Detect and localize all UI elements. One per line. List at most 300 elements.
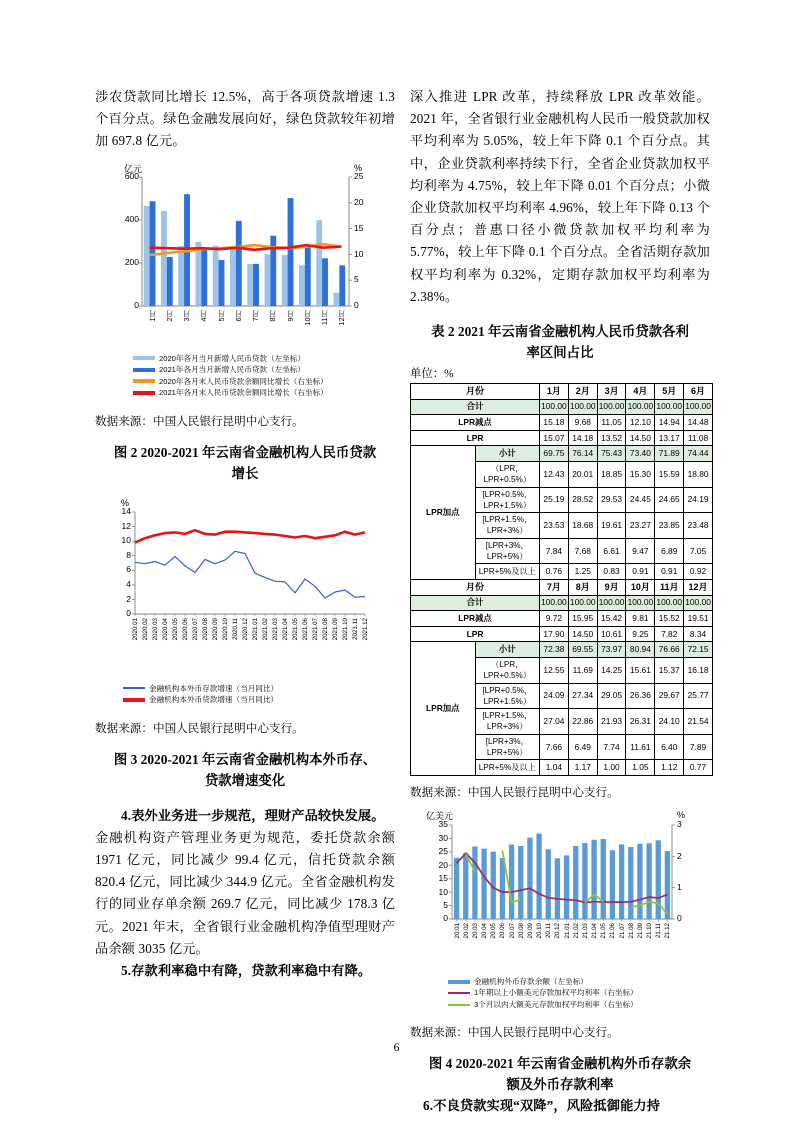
legend-item — [133, 387, 395, 399]
axis-tick-label: % — [354, 162, 363, 173]
legend-label: 3个月以内大额美元存款加权平均利率（右坐标） — [474, 999, 638, 1009]
right-paragraph-1: 深入推进 LPR 改革，持续释放 LPR 改革效能。2021 年，全省银行业金融机构人民币一般贷款加权平均利率为 5.05%，较上年下降 0.1 个百分点。其中，企业贷款利率持续下行，全省企业贷款加权平均利率为 4.75%，较上年下降 0.01 个百分点；小微企业贷款加权平均利率 4.96%，较上年下降 0.13 个百分点；普惠口径小微贷款加权平均利率为 5.77%，较上年下降 0.1 个百分点。全省活期存款加权平均利率为 0.32%，定期存款加权平均利率为 2.38%。 — [410, 89, 710, 304]
table-row-label: （LPR，LPR+0.5%） — [475, 462, 540, 488]
axis-tick-label: 20.07 — [508, 922, 516, 939]
axis-tick-label: 2020.03 — [152, 617, 159, 640]
figure-4-legend — [448, 976, 710, 1011]
axis-tick-label: 21.10 — [646, 922, 654, 939]
axis-tick-label: 2020.10 — [222, 617, 229, 640]
table-2-caption-line1: 表 2 2021 年云南省金融机构人民币贷款各利 — [431, 324, 689, 340]
table-row-label: LPR减点 — [411, 415, 540, 431]
table-data-cell: 15.07 — [540, 430, 569, 446]
table-data-cell: 1.00 — [597, 760, 626, 776]
table-data-cell: 26.31 — [626, 709, 655, 735]
table-row — [411, 430, 713, 446]
table-data-cell: 12.10 — [626, 415, 655, 431]
table-data-cell: 100.00 — [597, 595, 626, 611]
table-data-cell: 6.61 — [597, 538, 626, 564]
axis-tick-label: % — [121, 497, 130, 508]
table-data-cell: 0.77 — [684, 760, 713, 776]
table-row-label: 小计 — [475, 446, 540, 462]
table-row-label: 合计 — [411, 399, 540, 415]
legend-swatch-icon — [123, 698, 145, 702]
table-data-cell: 100.00 — [540, 399, 569, 415]
table-data-cell: 73.40 — [626, 446, 655, 462]
legend-swatch-icon — [133, 379, 155, 383]
table-header-cell: 11月 — [655, 579, 684, 595]
table-data-cell: 12.55 — [540, 657, 569, 683]
table-data-cell: 15.95 — [568, 611, 597, 627]
table-header-cell: 1月 — [540, 384, 569, 400]
axis-tick-label: 2021.12 — [362, 617, 369, 640]
table-data-cell: 100.00 — [540, 595, 569, 611]
table-data-cell: 0.76 — [540, 564, 569, 580]
axis-tick-label: 2月 — [164, 309, 174, 322]
axis-tick-label: 2020.04 — [162, 617, 169, 640]
figure-4-caption-line2: 额及外币存款利率 — [506, 1077, 614, 1093]
table-data-cell: 17.90 — [540, 626, 569, 642]
axis-tick-label: 10 — [354, 248, 364, 259]
table-data-cell: 11.05 — [597, 415, 626, 431]
axis-tick-label: 2020.09 — [212, 617, 219, 640]
legend-item — [448, 999, 710, 1011]
axis-tick-label: 2021.03 — [272, 617, 279, 640]
axis-tick-label: 15 — [354, 222, 364, 233]
legend-item — [448, 976, 710, 988]
legend-item — [133, 364, 395, 376]
table-data-cell: 100.00 — [626, 595, 655, 611]
figure-2-caption-line2: 增长 — [231, 465, 259, 481]
axis-tick-label: 25 — [438, 846, 448, 857]
axis-tick-label: 2021.09 — [332, 617, 339, 640]
table-row-label: [LPR+0.5%，LPR+1.5%） — [475, 683, 540, 709]
axis-tick-label: 2021.07 — [312, 617, 319, 640]
table-data-cell: 15.59 — [655, 462, 684, 488]
legend-label: 2021年各月末人民币贷款余额同比增长（右坐标） — [159, 388, 328, 398]
axis-tick-label: 2021.10 — [342, 617, 349, 640]
axis-tick-label: 600 — [124, 171, 139, 182]
table-data-cell: 25.77 — [684, 683, 713, 709]
table-2-source: 数据来源：中国人民银行昆明中心支行。 — [410, 785, 619, 799]
table-data-cell: 9.25 — [626, 626, 655, 642]
table-data-cell: 100.00 — [626, 399, 655, 415]
table-header-month: 月份 — [411, 579, 540, 595]
table-data-cell: 26.36 — [626, 683, 655, 709]
table-data-cell: 6.89 — [655, 538, 684, 564]
axis-tick-label: 2021.02 — [262, 617, 269, 640]
axis-tick-label: 10 — [121, 535, 131, 546]
table-row-label: [LPR+0.5%，LPR+1.5%） — [475, 487, 540, 513]
table-data-cell: 7.89 — [684, 734, 713, 760]
table-row — [411, 642, 713, 658]
table-row-label: LPR — [411, 430, 540, 446]
table-header-cell: 9月 — [597, 579, 626, 595]
table-data-cell: 24.65 — [655, 487, 684, 513]
left-heading-5: 5.存款利率稳中有降，贷款利率稳中有降。 — [121, 963, 372, 979]
axis-tick-label: 11月 — [320, 309, 330, 325]
table-data-cell: 24.19 — [684, 487, 713, 513]
table-header-row — [411, 579, 713, 595]
axis-tick-label: 9月 — [285, 309, 295, 322]
table-data-cell: 19.51 — [684, 611, 713, 627]
table-data-cell: 8.34 — [684, 626, 713, 642]
table-data-cell: 23.85 — [655, 513, 684, 539]
table-data-cell: 9.47 — [626, 538, 655, 564]
table-data-cell: 100.00 — [684, 399, 713, 415]
table-data-cell: 27.04 — [540, 709, 569, 735]
legend-swatch-icon — [448, 1004, 470, 1006]
table-data-cell: 21.93 — [597, 709, 626, 735]
axis-tick-label: 2020.06 — [182, 617, 189, 640]
table-header-cell: 6月 — [684, 384, 713, 400]
axis-tick-label: 0 — [134, 300, 139, 311]
legend-label: 金融机构本外币贷款增速（当月同比） — [149, 695, 279, 705]
table-row — [411, 595, 713, 611]
axis-tick-label: 2020.12 — [242, 617, 249, 640]
table-data-cell: 71.89 — [655, 446, 684, 462]
axis-tick-label: 21.03 — [581, 922, 589, 939]
axis-tick-label: 1 — [677, 882, 682, 893]
table-row-label: 合计 — [411, 595, 540, 611]
table-data-cell: 12.43 — [540, 462, 569, 488]
legend-swatch-icon — [133, 368, 155, 372]
axis-tick-label: 20.09 — [526, 922, 534, 939]
table-row — [411, 626, 713, 642]
axis-tick-label: 亿美元 — [426, 810, 454, 821]
table-data-cell: 100.00 — [655, 399, 684, 415]
legend-label: 2020年各月当月新增人民币贷款（左坐标） — [159, 353, 305, 363]
table-data-cell: 14.50 — [568, 626, 597, 642]
table-data-cell: 24.45 — [626, 487, 655, 513]
table-data-cell: 16.18 — [684, 657, 713, 683]
table-data-cell: 21.54 — [684, 709, 713, 735]
table-data-cell: 72.38 — [540, 642, 569, 658]
table-data-cell: 13.52 — [597, 430, 626, 446]
axis-tick-label: 2020.02 — [142, 617, 149, 640]
axis-tick-label: 20 — [354, 196, 364, 207]
table-data-cell: 6.40 — [655, 734, 684, 760]
table-data-cell: 15.42 — [597, 611, 626, 627]
axis-tick-label: 25 — [354, 171, 364, 182]
table-data-cell: 15.52 — [655, 611, 684, 627]
table-data-cell: 0.83 — [597, 564, 626, 580]
table-data-cell: 69.75 — [540, 446, 569, 462]
table-data-cell: 75.43 — [597, 446, 626, 462]
axis-tick-label: 2020.11 — [232, 617, 239, 640]
table-data-cell: 27.34 — [568, 683, 597, 709]
table-data-cell: 23.27 — [626, 513, 655, 539]
table-data-cell: 76.14 — [568, 446, 597, 462]
table-data-cell: 29.53 — [597, 487, 626, 513]
axis-tick-label: % — [677, 809, 686, 820]
axis-tick-label: 2021.06 — [302, 617, 309, 640]
axis-tick-label: 2 — [677, 850, 682, 861]
figure-4-source: 数据来源：中国人民银行昆明中心支行。 — [410, 1026, 619, 1040]
legend-label: 2021年各月当月新增人民币贷款（左坐标） — [159, 365, 305, 375]
axis-tick-label: 15 — [438, 873, 448, 884]
table-data-cell: 11.08 — [684, 430, 713, 446]
figure-3-chart — [95, 496, 395, 681]
table-data-cell: 14.18 — [568, 430, 597, 446]
axis-tick-label: 20.03 — [471, 922, 479, 939]
axis-tick-label: 4月 — [199, 309, 209, 322]
axis-tick-label: 20.11 — [545, 922, 553, 938]
table-data-cell: 0.91 — [655, 564, 684, 580]
table-data-cell: 15.37 — [655, 657, 684, 683]
figure-3-caption-line1: 图 3 2020-2021 年云南省金融机构本外币存、 — [113, 751, 377, 767]
axis-tick-label: 400 — [124, 214, 139, 225]
axis-tick-label: 6 — [126, 564, 131, 575]
table-data-cell: 14.48 — [684, 415, 713, 431]
figure-2-chart — [95, 159, 395, 349]
table-data-cell: 13.17 — [655, 430, 684, 446]
left-heading-4: 4.表外业务进一步规范，理财产品较快发展。 — [121, 807, 385, 823]
axis-tick-label: 21.07 — [618, 922, 626, 939]
table-data-cell: 76.66 — [655, 642, 684, 658]
table-data-cell: 23.48 — [684, 513, 713, 539]
axis-tick-label: 21.04 — [591, 922, 599, 939]
axis-tick-label: 12月 — [337, 309, 347, 326]
table-row — [411, 399, 713, 415]
left-paragraph-1: 涉农贷款同比增长 12.5%，高于各项贷款增速 1.3 个百分点。绿色金融发展向好，绿色贷款较年初增加 697.8 亿元。 — [95, 89, 395, 149]
axis-tick-label: 8 — [126, 549, 131, 560]
page-number: 6 — [393, 1040, 400, 1054]
table-header-cell: 10月 — [626, 579, 655, 595]
table-data-cell: 29.05 — [597, 683, 626, 709]
table-data-cell: 19.61 — [597, 513, 626, 539]
table-header-month: 月份 — [411, 384, 540, 400]
table-data-cell: 9.72 — [540, 611, 569, 627]
legend-swatch-icon — [448, 980, 470, 984]
table-row-label: LPR减点 — [411, 611, 540, 627]
axis-tick-label: 21.06 — [609, 922, 617, 939]
table-data-cell: 0.92 — [684, 564, 713, 580]
axis-tick-label: 21.12 — [664, 922, 672, 939]
legend-item — [123, 683, 395, 695]
axis-tick-label: 21.08 — [627, 922, 635, 939]
axis-tick-label: 20.06 — [499, 922, 507, 939]
table-data-cell: 80.94 — [626, 642, 655, 658]
table-data-cell: 1.04 — [540, 760, 569, 776]
axis-tick-label: 21.02 — [572, 922, 580, 939]
axis-tick-label: 4 — [126, 578, 131, 589]
figure-2-source: 数据来源：中国人民银行昆明中心支行。 — [95, 414, 304, 428]
legend-label: 2020年各月末人民币贷款余额同比增长（右坐标） — [159, 376, 328, 386]
table-data-cell: 6.49 — [568, 734, 597, 760]
table-header-cell: 2月 — [568, 384, 597, 400]
legend-swatch-icon — [448, 992, 470, 994]
table-row-group-label: LPR加点 — [411, 642, 476, 776]
lpr-rate-interval-table — [410, 383, 713, 776]
axis-tick-label: 2020.07 — [192, 617, 199, 640]
left-paragraph-2: 金融机构资产管理业务更为规范，委托贷款余额 1971 亿元，同比减少 99.4 亿元，信托贷款余额 820.4 亿元，同比减少 344.9 亿元。全省金融机构发行的同业存单余额 269.7 亿元，同比减少 178.3 亿元。2021 年末，全省银行业金融机构净值型理财产品余额 3035 亿元。 — [95, 829, 395, 956]
legend-swatch-icon — [133, 391, 155, 395]
axis-tick-label: 0 — [126, 608, 131, 619]
table-row-label: [LPR+1.5%，LPR+3%） — [475, 513, 540, 539]
axis-tick-label: 5 — [443, 899, 448, 910]
table-data-cell: 11.61 — [626, 734, 655, 760]
table-header-cell: 5月 — [655, 384, 684, 400]
axis-tick-label: 0 — [443, 913, 448, 924]
table-data-cell: 7.66 — [540, 734, 569, 760]
table-data-cell: 11.69 — [568, 657, 597, 683]
table-row — [411, 611, 713, 627]
legend-label: 1年期以上小额美元存款加权平均利率（右坐标） — [474, 988, 638, 998]
left-column — [95, 86, 395, 982]
legend-swatch-icon — [123, 687, 145, 689]
table-data-cell: 9.81 — [626, 611, 655, 627]
table-2-unit: 单位：% — [410, 368, 454, 381]
axis-tick-label: 6月 — [233, 309, 243, 322]
table-data-cell: 25.19 — [540, 487, 569, 513]
axis-tick-label: 8月 — [268, 309, 278, 322]
figure-4-caption-line1: 图 4 2020-2021 年云南省金融机构外币存款余 — [428, 1056, 692, 1072]
axis-tick-label: 10 — [438, 886, 448, 897]
figure-3-caption-line2: 贷款增速变化 — [204, 772, 286, 788]
axis-tick-label: 21.01 — [563, 922, 571, 939]
axis-tick-label: 21.05 — [600, 922, 608, 939]
legend-item — [133, 376, 395, 388]
table-data-cell: 24.09 — [540, 683, 569, 709]
axis-tick-label: 14 — [121, 506, 131, 517]
legend-item — [123, 694, 395, 706]
axis-tick-label: 2020.08 — [202, 617, 209, 640]
figure-3-legend — [123, 683, 395, 706]
axis-tick-label: 0 — [677, 913, 682, 924]
table-header-cell: 7月 — [540, 579, 569, 595]
table-data-cell: 14.25 — [597, 657, 626, 683]
table-data-cell: 100.00 — [655, 595, 684, 611]
table-data-cell: 0.91 — [626, 564, 655, 580]
axis-tick-label: 12 — [121, 520, 131, 531]
table-data-cell: 7.84 — [540, 538, 569, 564]
axis-tick-label: 5月 — [216, 309, 226, 322]
axis-tick-label: 亿元 — [124, 163, 143, 174]
figure-3-source: 数据来源：中国人民银行昆明中心支行。 — [95, 721, 304, 735]
table-data-cell: 10.61 — [597, 626, 626, 642]
table-data-cell: 1.25 — [568, 564, 597, 580]
table-data-cell: 18.80 — [684, 462, 713, 488]
table-data-cell: 24.10 — [655, 709, 684, 735]
figure-2-legend — [133, 353, 395, 399]
table-header-cell: 3月 — [597, 384, 626, 400]
legend-item — [133, 353, 395, 365]
table-data-cell: 1.12 — [655, 760, 684, 776]
table-data-cell: 18.85 — [597, 462, 626, 488]
axis-tick-label: 3月 — [182, 309, 192, 322]
table-data-cell: 14.50 — [626, 430, 655, 446]
table-header-cell: 4月 — [626, 384, 655, 400]
table-row-label: [LPR+3%，LPR+5%） — [475, 734, 540, 760]
table-row-label: [LPR+1.5%，LPR+3%） — [475, 709, 540, 735]
table-data-cell: 7.74 — [597, 734, 626, 760]
table-data-cell: 73.97 — [597, 642, 626, 658]
axis-tick-label: 20 — [438, 859, 448, 870]
table-data-cell: 100.00 — [684, 595, 713, 611]
table-data-cell: 7.82 — [655, 626, 684, 642]
table-data-cell: 15.61 — [626, 657, 655, 683]
table-2-caption-line2: 率区间占比 — [526, 345, 594, 361]
table-data-cell: 7.05 — [684, 538, 713, 564]
axis-tick-label: 200 — [124, 257, 139, 268]
axis-tick-label: 20.05 — [490, 922, 498, 939]
table-row-label: LPR+5%及以上 — [475, 564, 540, 580]
axis-tick-label: 2021.01 — [252, 617, 259, 640]
table-data-cell: 14.94 — [655, 415, 684, 431]
table-row-label: 小计 — [475, 642, 540, 658]
axis-tick-label: 2020.01 — [132, 617, 139, 640]
table-data-cell: 15.18 — [540, 415, 569, 431]
legend-item — [448, 987, 710, 999]
axis-tick-label: 20.10 — [536, 922, 544, 939]
table-data-cell: 18.68 — [568, 513, 597, 539]
axis-tick-label: 2021.11 — [352, 617, 359, 640]
table-data-cell: 74.44 — [684, 446, 713, 462]
axis-tick-label: 5 — [354, 274, 359, 285]
table-data-cell: 7.68 — [568, 538, 597, 564]
axis-tick-label: 10月 — [302, 309, 312, 326]
table-data-cell: 100.00 — [568, 399, 597, 415]
axis-tick-label: 3 — [677, 819, 682, 830]
axis-tick-label: 30 — [438, 832, 448, 843]
axis-tick-label: 35 — [438, 819, 448, 830]
axis-tick-label: 2021.05 — [292, 617, 299, 640]
table-data-cell: 29.67 — [655, 683, 684, 709]
table-row — [411, 446, 713, 462]
table-row-group-label: LPR加点 — [411, 446, 476, 580]
axis-tick-label: 20.04 — [481, 922, 489, 939]
table-data-cell: 20.01 — [568, 462, 597, 488]
legend-swatch-icon — [133, 356, 155, 360]
axis-tick-label: 20.12 — [554, 922, 562, 939]
right-column — [410, 86, 710, 1118]
axis-tick-label: 20.08 — [517, 922, 525, 939]
axis-tick-label: 21.11 — [655, 922, 663, 938]
table-data-cell: 1.17 — [568, 760, 597, 776]
table-header-cell: 8月 — [568, 579, 597, 595]
axis-tick-label: 20.01 — [453, 922, 461, 939]
table-row-label: LPR+5%及以上 — [475, 760, 540, 776]
axis-tick-label: 21.09 — [636, 922, 644, 939]
axis-tick-label: 2021.04 — [282, 617, 289, 640]
table-data-cell: 69.55 — [568, 642, 597, 658]
axis-tick-label: 2021.08 — [322, 617, 329, 640]
table-header-row — [411, 384, 713, 400]
table-data-cell: 100.00 — [597, 399, 626, 415]
table-row-label: （LPR，LPR+0.5%） — [475, 657, 540, 683]
axis-tick-label: 0 — [354, 300, 359, 311]
axis-tick-label: 2020.05 — [172, 617, 179, 640]
table-data-cell: 28.52 — [568, 487, 597, 513]
axis-tick-label: 20.02 — [462, 922, 470, 939]
axis-tick-label: 2 — [126, 593, 131, 604]
table-data-cell: 22.86 — [568, 709, 597, 735]
legend-label: 金融机构外币存款余额（左坐标） — [474, 976, 588, 986]
table-data-cell: 9.68 — [568, 415, 597, 431]
table-data-cell: 15.30 — [626, 462, 655, 488]
table-row-label: [LPR+3%，LPR+5%） — [475, 538, 540, 564]
legend-label: 金融机构本外币存款增速（当月同比） — [149, 683, 279, 693]
figure-2-caption-line1: 图 2 2020-2021 年云南省金融机构人民币贷款 — [113, 444, 377, 460]
figure-4-chart — [410, 809, 710, 974]
table-data-cell: 100.00 — [568, 595, 597, 611]
table-data-cell: 72.15 — [684, 642, 713, 658]
axis-tick-label: 1月 — [147, 309, 157, 322]
table-header-cell: 12月 — [684, 579, 713, 595]
table-data-cell: 1.05 — [626, 760, 655, 776]
axis-tick-label: 7月 — [251, 309, 261, 322]
table-data-cell: 23.53 — [540, 513, 569, 539]
